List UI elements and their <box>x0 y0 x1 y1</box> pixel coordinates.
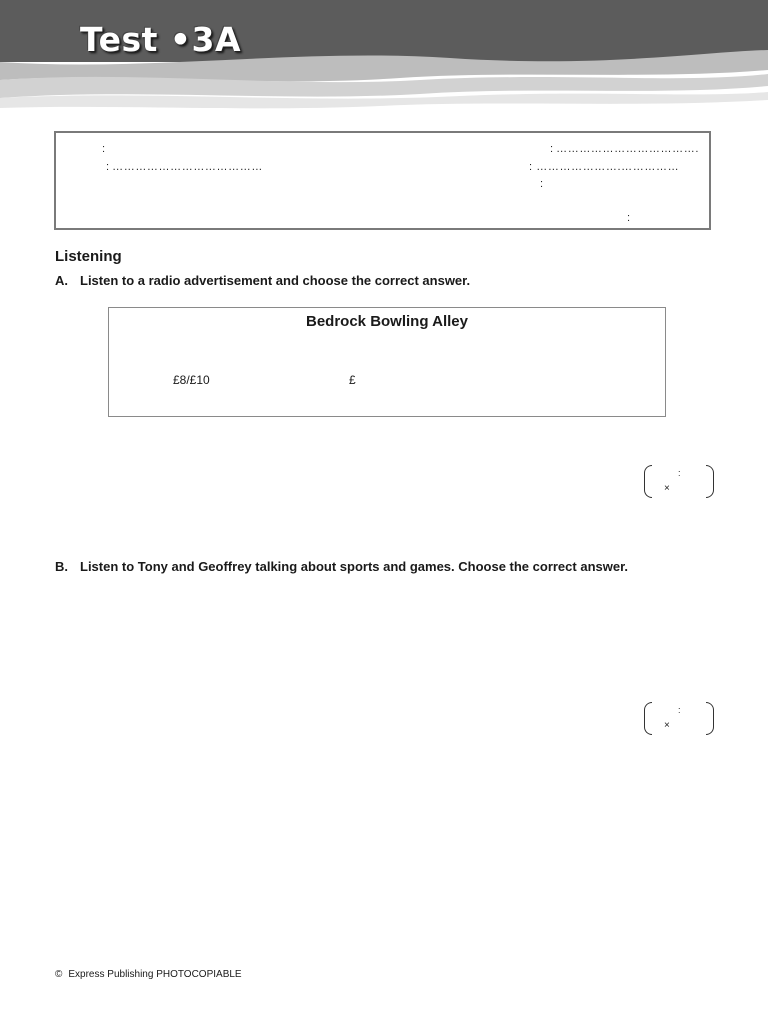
part-a-text: Listen to a radio advertisement and choose the correct answer. <box>80 273 471 288</box>
date-colon: : <box>550 143 554 155</box>
advert-price: £8/£10 <box>173 373 210 387</box>
class-dots: ………………………………… <box>112 161 263 173</box>
score-box-b <box>644 702 714 737</box>
student-info-box <box>54 131 711 230</box>
teacher-dots: : ………………….…………… <box>529 161 680 173</box>
mark-colon: : <box>540 178 544 190</box>
score-bracket-left <box>644 465 652 498</box>
part-b-text: Listen to Tony and Geoffrey talking about sports and games. Choose the correct answer. <box>80 559 629 574</box>
header-banner <box>0 0 768 110</box>
score-bracket-right <box>706 465 714 498</box>
score-times: × <box>664 483 670 494</box>
score-colon: : <box>678 705 681 715</box>
footer-text: Express Publishing PHOTOCOPIABLE <box>68 969 242 980</box>
section-title-listening: Listening <box>55 248 122 265</box>
copyright-symbol: © <box>55 969 63 980</box>
advert-box <box>108 307 666 417</box>
date-field <box>550 143 699 155</box>
date-dots: ………………………………. <box>556 143 699 155</box>
part-b-instruction <box>55 559 628 574</box>
test-title: Test •3A <box>80 20 242 59</box>
class-colon: : <box>106 161 110 173</box>
name-colon: : <box>102 143 106 155</box>
advert-pound: £ <box>349 373 356 387</box>
footer <box>55 969 242 980</box>
score-bracket-left <box>644 702 652 735</box>
signature-colon: : <box>627 212 631 224</box>
score-colon: : <box>678 468 681 478</box>
score-times: × <box>664 720 670 731</box>
score-bracket-right <box>706 702 714 735</box>
score-box-a <box>644 465 714 500</box>
part-a-letter: A. <box>55 273 68 288</box>
part-a-instruction <box>55 273 470 288</box>
part-b-letter: B. <box>55 559 68 574</box>
advert-title: Bedrock Bowling Alley <box>306 313 468 330</box>
teacher-field <box>529 161 679 173</box>
class-field <box>106 161 263 173</box>
